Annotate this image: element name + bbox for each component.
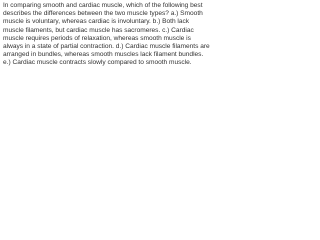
question-card <box>0 0 213 88</box>
question-text: In comparing smooth and cardiac muscle, which of the following best describes the differences between the two muscle types? a.) Smooth muscle is voluntary, whereas cardiac is involuntary. b.) Both lack muscle filaments, but cardiac muscle has sacromeres. c.) Cardiac muscle requires periods of relaxation, whereas smooth muscle is always in a state of partial contraction. d.) Cardiac muscle filaments are arranged in bundles, whereas smooth muscles lack filament bundles. e.) Cardiac muscle contracts slowly compared to smooth muscle. <box>3 2 210 67</box>
